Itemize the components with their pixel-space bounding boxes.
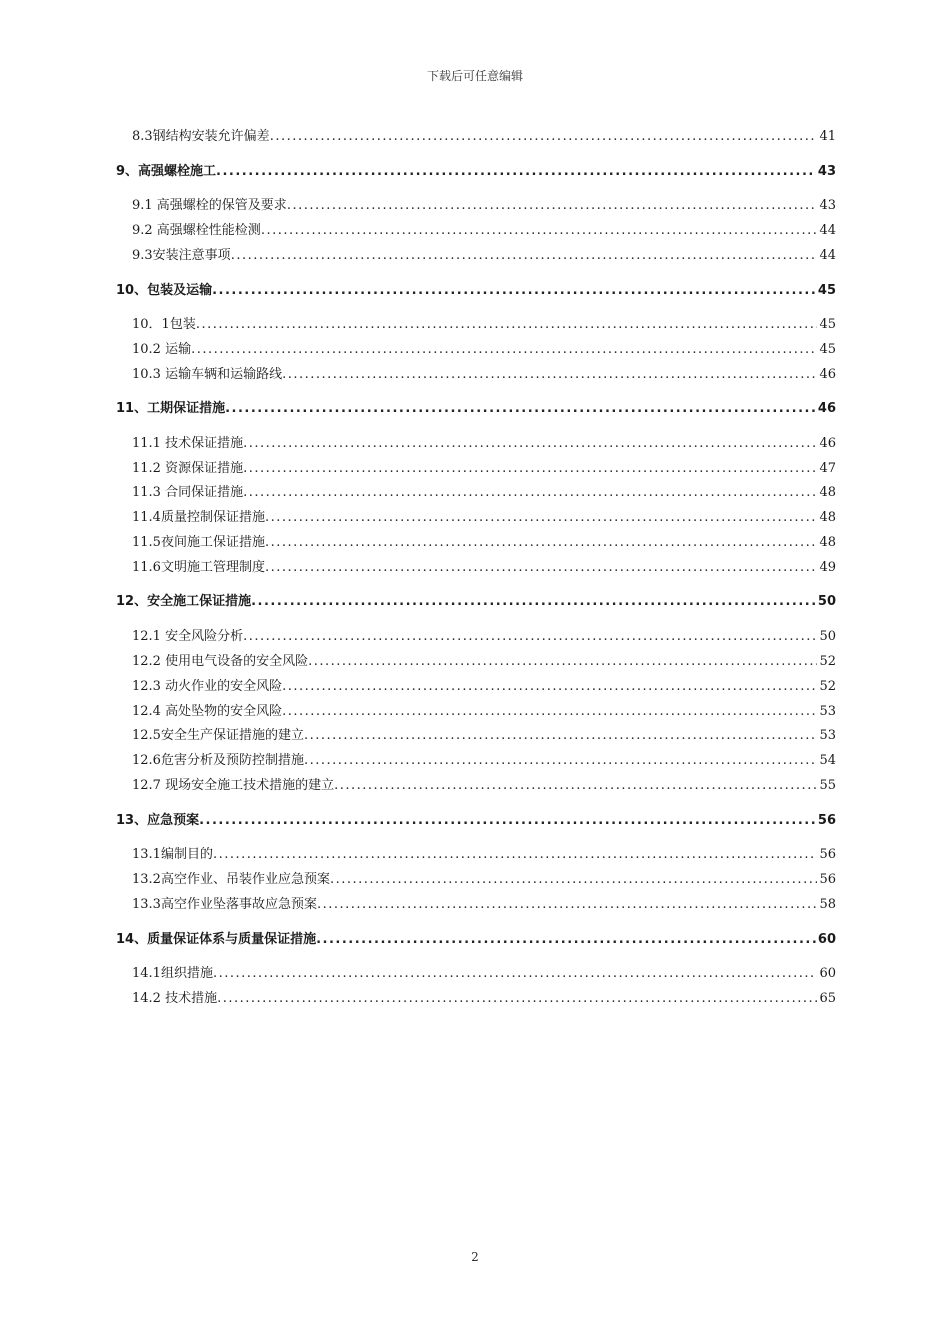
toc-entry-title: 13.1编制目的	[132, 847, 213, 862]
toc-entry-page: 50	[819, 629, 836, 644]
toc-entry-title: 11.1 技术保证措施	[132, 436, 244, 451]
toc-dot-leader	[216, 163, 816, 181]
toc-chapter-entry[interactable]	[116, 400, 836, 418]
toc-entry-page: 48	[819, 510, 836, 525]
toc-dot-leader	[287, 197, 818, 215]
toc-entry-title: 14、质量保证体系与质量保证措施	[116, 932, 317, 947]
toc-entry-title: 10.3 运输车辆和运输路线	[132, 367, 283, 382]
toc-dot-leader	[243, 484, 817, 502]
toc-entry-title: 12.2 使用电气设备的安全风险	[132, 654, 309, 669]
toc-dot-leader	[225, 400, 816, 418]
toc-entry-title: 14.2 技术措施	[132, 991, 218, 1006]
toc-dot-leader	[261, 222, 818, 240]
toc-section-entry[interactable]	[132, 871, 836, 889]
toc-section-entry[interactable]	[132, 990, 836, 1008]
toc-entry-title: 12、安全施工保证措施	[116, 594, 252, 609]
toc-entry-title: 9.2 高强螺栓性能检测	[132, 223, 261, 238]
toc-section-entry[interactable]	[132, 435, 836, 453]
toc-entry-title: 12.1 安全风险分析	[132, 629, 244, 644]
toc-entry-page: 46	[817, 401, 836, 416]
toc-entry-title: 11.3 合同保证措施	[132, 485, 244, 500]
toc-entry-page: 46	[819, 436, 836, 451]
toc-dot-leader	[270, 128, 818, 146]
toc-dot-leader	[243, 435, 817, 453]
toc-entry-page: 55	[819, 778, 836, 793]
toc-dot-leader	[213, 965, 818, 983]
page-number: 2	[471, 1250, 479, 1264]
toc-entry-title: 11.2 资源保证措施	[132, 461, 244, 476]
toc-dot-leader	[282, 366, 817, 384]
toc-section-entry[interactable]	[132, 653, 836, 671]
toc-entry-page: 54	[819, 753, 836, 768]
toc-entry-title: 12.7 现场安全施工技术措施的建立	[132, 778, 335, 793]
toc-entry-page: 52	[819, 679, 836, 694]
toc-section-entry[interactable]	[132, 534, 836, 552]
toc-section-entry[interactable]	[132, 366, 836, 384]
toc-dot-leader	[191, 341, 817, 359]
toc-section-entry[interactable]	[132, 484, 836, 502]
toc-dot-leader	[243, 460, 817, 478]
toc-entry-page: 53	[819, 704, 836, 719]
toc-entry-page: 43	[819, 198, 836, 213]
toc-dot-leader	[196, 316, 818, 334]
toc-entry-page: 46	[819, 367, 836, 382]
toc-entry-title: 11.6文明施工管理制度	[132, 560, 265, 575]
toc-dot-leader	[243, 628, 817, 646]
toc-section-entry[interactable]	[132, 316, 836, 334]
toc-entry-page: 45	[819, 342, 836, 357]
toc-entry-page: 60	[817, 932, 836, 947]
toc-dot-leader	[212, 282, 816, 300]
toc-entry-title: 9、高强螺栓施工	[116, 164, 217, 179]
toc-dot-leader	[213, 846, 818, 864]
toc-entry-title: 11、工期保证措施	[116, 401, 226, 416]
toc-entry-page: 56	[817, 813, 836, 828]
toc-entry-title: 8.3钢结构安装允许偏差	[132, 129, 270, 144]
toc-chapter-entry[interactable]	[116, 163, 836, 181]
toc-section-entry[interactable]	[132, 703, 836, 721]
toc-dot-leader	[334, 777, 817, 795]
toc-entry-page: 56	[819, 847, 836, 862]
toc-entry-title: 12.6危害分析及预防控制措施	[132, 753, 304, 768]
toc-section-entry[interactable]	[132, 128, 836, 146]
toc-entry-page: 49	[819, 560, 836, 575]
toc-dot-leader	[282, 678, 817, 696]
toc-entry-title: 12.4 高处坠物的安全风险	[132, 704, 283, 719]
toc-entry-title: 12.3 动火作业的安全风险	[132, 679, 283, 694]
toc-dot-leader	[217, 990, 817, 1008]
toc-entry-page: 41	[819, 129, 836, 144]
toc-entry-title: 9.1 高强螺栓的保管及要求	[132, 198, 287, 213]
toc-entry-page: 44	[819, 248, 836, 263]
toc-entry-title: 10.2 运输	[132, 342, 192, 357]
toc-section-entry[interactable]	[132, 678, 836, 696]
toc-section-entry[interactable]	[132, 341, 836, 359]
toc-dot-leader	[265, 534, 818, 552]
toc-section-entry[interactable]	[132, 197, 836, 215]
toc-dot-leader	[330, 871, 818, 889]
toc-section-entry[interactable]	[132, 460, 836, 478]
toc-entry-page: 60	[819, 966, 836, 981]
toc-entry-page: 45	[817, 283, 836, 298]
toc-entry-page: 65	[819, 991, 836, 1006]
toc-section-entry[interactable]	[132, 559, 836, 577]
toc-entry-page: 45	[819, 317, 836, 332]
toc-entry-title: 14.1组织措施	[132, 966, 213, 981]
toc-chapter-entry[interactable]	[116, 812, 836, 830]
toc-dot-leader	[316, 931, 816, 949]
toc-section-entry[interactable]	[132, 727, 836, 745]
toc-section-entry[interactable]	[132, 222, 836, 240]
toc-entry-page: 47	[819, 461, 836, 476]
toc-entry-title: 13、应急预案	[116, 813, 200, 828]
toc-entry-page: 53	[819, 728, 836, 743]
toc-section-entry[interactable]	[132, 752, 836, 770]
toc-dot-leader	[265, 509, 818, 527]
toc-chapter-entry[interactable]	[116, 282, 836, 300]
toc-dot-leader	[231, 247, 818, 265]
toc-entry-title: 13.2高空作业、吊装作业应急预案	[132, 872, 330, 887]
page-header: 下载后可任意编辑	[426, 69, 523, 83]
toc-dot-leader	[317, 896, 818, 914]
toc-entry-page: 48	[819, 485, 836, 500]
toc-dot-leader	[199, 812, 816, 830]
toc-entry-page: 43	[817, 164, 836, 179]
toc-chapter-entry[interactable]	[116, 931, 836, 949]
toc-entry-title: 13.3高空作业坠落事故应急预案	[132, 897, 317, 912]
toc-entry-title: 11.5夜间施工保证措施	[132, 535, 265, 550]
toc-entry-title: 10、包装及运输	[116, 283, 213, 298]
toc-entry-page: 58	[819, 897, 836, 912]
toc-entry-page: 56	[819, 872, 836, 887]
toc-section-entry[interactable]	[132, 777, 836, 795]
toc-dot-leader	[251, 593, 816, 611]
toc-entry-title: 10．1包装	[132, 317, 196, 332]
toc-section-entry[interactable]	[132, 896, 836, 914]
toc-entry-page: 44	[819, 223, 836, 238]
toc-entry-page: 48	[819, 535, 836, 550]
toc-section-entry[interactable]	[132, 628, 836, 646]
toc-entry-title: 12.5安全生产保证措施的建立	[132, 728, 304, 743]
toc-section-entry[interactable]	[132, 846, 836, 864]
toc-entry-page: 50	[817, 594, 836, 609]
toc-dot-leader	[282, 703, 817, 721]
toc-dot-leader	[304, 727, 818, 745]
toc-dot-leader	[304, 752, 818, 770]
toc-entry-page: 52	[819, 654, 836, 669]
toc-section-entry[interactable]	[132, 247, 836, 265]
toc-entry-title: 11.4质量控制保证措施	[132, 510, 265, 525]
toc-section-entry[interactable]	[132, 965, 836, 983]
toc-chapter-entry[interactable]	[116, 593, 836, 611]
toc-entry-title: 9.3安装注意事项	[132, 248, 231, 263]
toc-dot-leader	[265, 559, 818, 577]
toc-section-entry[interactable]	[132, 509, 836, 527]
toc-dot-leader	[308, 653, 817, 671]
